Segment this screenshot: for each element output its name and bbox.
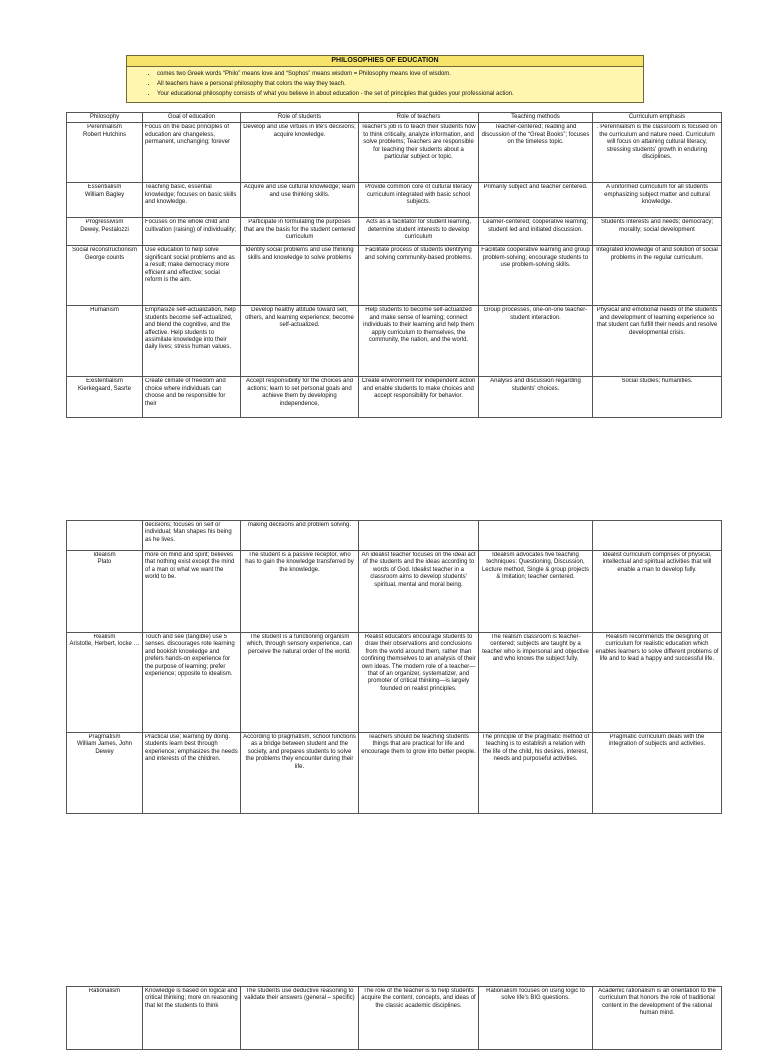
table-cell [143, 733, 241, 814]
philosophy-name-cell [67, 246, 143, 306]
table-cell [479, 218, 593, 246]
table-cell [479, 551, 593, 633]
table-row [67, 218, 722, 246]
table-cell [143, 123, 241, 183]
philosophy-name-cell [67, 733, 143, 814]
cell-text: Identify social problems and use thinking skills and knowledge to solve problems [245, 247, 354, 261]
cell-text: Rationalism [88, 988, 121, 994]
table-cell [143, 306, 241, 377]
cell-text: Focuses on the whole child and cultivation (raising) of individuality; [145, 219, 237, 233]
philosophy-table-page1 [66, 112, 722, 418]
table-cell [479, 246, 593, 306]
table-header-row [67, 113, 722, 123]
cell-text: The principle of the pragmatic method of teaching is to establish a relation with the life of the child, his desires, interest, needs and purposeful activities. [481, 734, 590, 763]
philosophy-name-cell [67, 521, 143, 551]
table-cell [593, 551, 722, 633]
philosophy-name-cell [67, 987, 143, 1050]
table-row [67, 987, 722, 1050]
table-cell [241, 183, 359, 218]
table-cell [241, 306, 359, 377]
table-row [67, 551, 722, 633]
table-cell [359, 733, 479, 814]
header-philosophy: Philosophy [67, 113, 143, 123]
philosophy-name-cell [67, 218, 143, 246]
table-cell [241, 987, 359, 1050]
header-curriculum: Curriculum emphasis [593, 113, 722, 123]
cell-text: Provide common core of cultural literacy curriculum integrated with basic school subjects. [365, 184, 472, 206]
cell-text: Acts as a facilitator for student learning, determine student interests to develop curriculum [365, 219, 472, 241]
table-cell [593, 377, 722, 418]
cell-text: Knowledge is based on logical and critical thinking; more on reasoning that let the students to think [145, 988, 238, 1009]
table-cell [593, 521, 722, 551]
table-row [67, 123, 722, 183]
cell-text: A uniformed curriculum for all students emphasizing subject matter and cultural knowledge. [604, 184, 710, 206]
table-cell [593, 246, 722, 306]
table-cell [593, 183, 722, 218]
table-cell [479, 183, 593, 218]
cell-text: Analysis and discussion regarding students' choices. [490, 378, 581, 392]
table-row [67, 306, 722, 377]
cell-text: making decisions and problem solving. [247, 522, 352, 528]
cell-text: Emphasize self-actualization, help students become self-actualized, and blend the cognitive, and the affective. Help students to assimilate knowledge into their daily lives; stress human values. [145, 307, 236, 351]
table-cell [241, 521, 359, 551]
cell-text: According to pragmatism, school functions as a bridge between student and the society, and prepares students to solve the problems they encounter during their life. [243, 734, 356, 770]
cell-text: Pragmatism William James, John Dewey [76, 734, 132, 755]
cell-text: An idealist teacher focuses on the ideal act of the students and the ideas according to words of God. Idealist teacher in a classroom aims to develop students' spiritual, mental and moral being. [361, 552, 476, 588]
header-role-students: Role of students [241, 113, 359, 123]
table-cell [241, 218, 359, 246]
cell-text: Realism Aristotle, Herbert, locke … [69, 634, 140, 648]
table-cell [359, 987, 479, 1050]
cell-text: Existentialism Kierkegaard, Sasrte [77, 378, 132, 392]
table-cell [593, 123, 722, 183]
table-cell [143, 377, 241, 418]
cell-text: The student is a functioning organism which, through sensory experience, can perceive the natural order of the world. [246, 634, 353, 655]
cell-text: Pragmatic curriculum deals with the integration of subjects and activities. [608, 734, 706, 748]
cell-text: Help students to become self-actualized and make sense of learning; connect individuals to their learning and help them apply curriculum to themselves, the community, the nation, and the world. [363, 307, 474, 344]
philosophy-name-cell [67, 306, 143, 377]
banner-bullet: • comes two Greek words “Philo” means love and “Sophos” means wisdom = Philosophy means love of wisdom. [157, 69, 637, 79]
cell-text: Focus on the basic principles of education are changeless, permanent, unchanging; forever [145, 124, 231, 146]
table-cell [479, 123, 593, 183]
philosophies-banner [126, 55, 644, 103]
cell-text: Students interests and needs; democracy; morality; social development [600, 219, 714, 233]
table-cell [593, 633, 722, 733]
table-cell [593, 987, 722, 1050]
cell-text: Touch and see (tangible) use 5 senses. discourages rote learning and bookish knowledge and prefers hands-on experience for the purpose of learning; prefer experience; opposite to idealism. [145, 634, 235, 678]
cell-text: Essentialism William Bagley [84, 184, 125, 198]
cell-text: Social studies; humanities. [621, 378, 693, 385]
table-cell [359, 551, 479, 633]
table-cell [241, 123, 359, 183]
cell-text: Create climate of freedom and choice where individuals can choose and be responsible for their [145, 378, 226, 407]
table-cell [143, 521, 241, 551]
banner-bullet: • Your educational philosophy consists of what you believe in about education - the set of principles that guides your professional action. [157, 89, 637, 99]
header-goal: Goal of education [143, 113, 241, 123]
cell-text: Primarily subject and teacher centered. [483, 184, 588, 191]
cell-text: Acquire and use cultural knowledge; learn and use thinking skills. [243, 184, 356, 198]
table-cell [143, 633, 241, 733]
cell-text: Accept responsibility for the choices and actions; learn to set personal goals and achieve them by developing independence, [245, 378, 354, 407]
header-teaching-methods: Teaching methods [479, 113, 593, 123]
cell-text: Rationalism focuses on using logic to solve life's BIG questions. [486, 988, 585, 1002]
header-role-teachers: Role of teachers [359, 113, 479, 123]
table-cell [359, 123, 479, 183]
table-cell [359, 306, 479, 377]
banner-title: PHILOSOPHIES OF EDUCATION [127, 56, 643, 67]
cell-text: The realism classroom is teacher-centered; subjects are taught by a teacher who is impersonal and objective and who knows the subject fully. [482, 634, 589, 663]
table-cell [241, 246, 359, 306]
cell-text: Learner-centered; cooperative learning; student led and initiated discussion. [482, 219, 589, 233]
table-row [67, 733, 722, 814]
cell-text: more on mind and spirit; believes that nothing exist except the mind of a man or what we want the world to be. [145, 552, 235, 581]
table-cell [479, 633, 593, 733]
table-row [67, 183, 722, 218]
table-cell [143, 183, 241, 218]
cell-text: Teacher-centered; reading and discussion of the “Great Books”; focuses on the timeless topic. [481, 124, 590, 146]
cell-text: Group processes, one-on-one teacher-student interaction. [483, 307, 588, 321]
cell-text: Realist educators encourage students to draw their observations and conclusions from the world around them, rather than confining themselves to an analysis of their own ideas. The modern role of a teacher—that of an organizer, systematizer, and promoter of critical thinking—is largely founded on realist principles. [361, 634, 476, 692]
table-cell [359, 377, 479, 418]
table-row [67, 633, 722, 733]
philosophy-name-cell [67, 183, 143, 218]
table-cell [479, 987, 593, 1050]
table-cell [359, 246, 479, 306]
cell-text: Facilitate cooperative learning and group problem-solving; encourage students to use problem-solving skills. [481, 247, 590, 269]
cell-text: Develop healthy attitude toward self, others, and learning experience; become self-actualized. [245, 307, 354, 329]
philosophy-name-cell [67, 633, 143, 733]
cell-text: Facilitate process of students identifying and solving community-based problems. [364, 247, 473, 261]
cell-text: Use education to help solve significant social problems and as a result; make democracy more efficient and effective; social reform is the aim. [145, 247, 235, 284]
cell-text: Realism recommends the designing of curriculum for realistic education which enables learners to solve different problems of life and to lead a happy and successful life. [595, 634, 719, 663]
cell-text: Idealism Plato [93, 552, 116, 566]
cell-text: Academic rationalism is an orientation to the curriculum that honors the role of traditional content in the development of the rational human mind. [598, 988, 716, 1017]
cell-text: Create environment for independent action and enable students to make choices and accept responsibility for behavior. [361, 378, 476, 400]
banner-bullet: • All teachers have a personal philosophy that colors the way they teach. [157, 79, 637, 89]
cell-text: The role of the teacher is to help students acquire the content, concepts, and ideas of the classic academic disciplines. [361, 988, 476, 1009]
table-cell [593, 306, 722, 377]
table-cell [241, 377, 359, 418]
table-cell [241, 733, 359, 814]
cell-text: decisions; focuses on self or individual; Man shapes his being as he lives. [145, 522, 232, 543]
banner-bullets [127, 67, 643, 102]
table-cell [359, 218, 479, 246]
cell-text: Social reconstructionism George counts [71, 247, 138, 261]
table-row [67, 246, 722, 306]
cell-text: Progressivism Dewey, Pestalozzi [80, 219, 129, 233]
table-cell [143, 246, 241, 306]
cell-text: . Perennialism is the classroom is focused on the curriculum and nature need. Curriculum will focus on attaining cultural literacy, stressing students' growth in enduring disciplines. [596, 124, 718, 161]
table-cell [359, 183, 479, 218]
cell-text: Physical and emotional needs of the students and development of learning experience so that student can fulfill their needs and resolve developmental crisis. [596, 307, 718, 336]
philosophy-name-cell [67, 123, 143, 183]
table-row [67, 377, 722, 418]
cell-text: Teaching basic, essential knowledge; focuses on basic skills and knowledge. [145, 184, 237, 206]
table-cell [479, 733, 593, 814]
philosophy-name-cell [67, 551, 143, 633]
table-cell [593, 218, 722, 246]
cell-text: Idealist curriculum comprises of physical, intellectual and spiritual activities that will enable a man to develop fully. [602, 552, 712, 573]
table-cell [593, 733, 722, 814]
cell-text: Perennialism Robert Hutchins [82, 124, 127, 138]
table-row [67, 521, 722, 551]
table-cell [143, 218, 241, 246]
table-cell [479, 306, 593, 377]
cell-text: Teacher's job is to teach their students how to think critically, analyze information, and solve problems; Teachers are responsible for teaching their students about a particular subject or topic. [361, 124, 476, 161]
cell-text: Integrated knowledge of and solution of social problems in the regular curriculum. [596, 247, 718, 261]
table-cell [241, 633, 359, 733]
cell-text: Teachers should be teaching students things that are practical for life and encourage them to grow into better people. [361, 734, 476, 755]
cell-text: Idealism advocates five teaching techniques: Questioning, Discussion, Lecture method, Single & group projects & Imitation; teacher centered. [481, 552, 590, 581]
cell-text: Practical use; learning by doing. students learn best through experience; emphasizes the needs and interests of the children. [145, 734, 238, 763]
cell-text: Develop and use virtues in life's decisions; acquire knowledge. [243, 124, 356, 138]
table-cell [479, 377, 593, 418]
cell-text: Humanism [90, 307, 119, 314]
cell-text: The students use deductive reasoning to validate their answers (general – specific) [244, 988, 355, 1002]
table-cell [241, 551, 359, 633]
philosophy-name-cell [67, 377, 143, 418]
cell-text: Participate in formulating the purposes that are the basis for the student centered curriculum [243, 219, 356, 241]
table-cell [143, 551, 241, 633]
philosophy-table-page2 [66, 520, 722, 814]
philosophy-table-page3 [66, 986, 722, 1050]
table-cell [359, 633, 479, 733]
table-cell [479, 521, 593, 551]
table-cell [143, 987, 241, 1050]
table-cell [359, 521, 479, 551]
cell-text: The student is a passive receptor, who has to gain the knowledge transferred by the knowledge. [245, 552, 354, 573]
